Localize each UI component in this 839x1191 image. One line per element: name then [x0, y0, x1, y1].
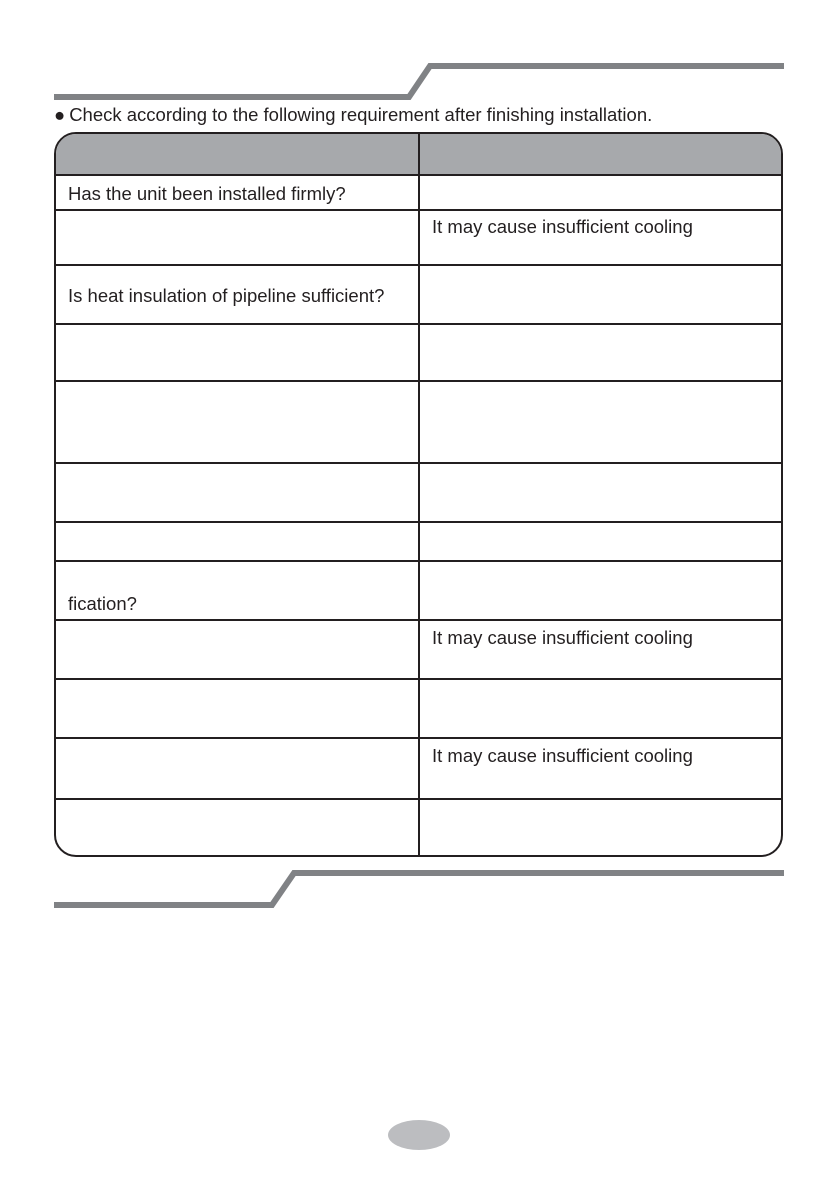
malfunction-cell: [432, 325, 778, 380]
malfunction-cell: It may cause insufficient cooling: [432, 627, 693, 648]
check-item-cell: [68, 325, 414, 380]
header-check-item: [68, 134, 414, 174]
check-item-cell: Has the unit been installed firmly?: [68, 183, 346, 204]
top-divider-line: [54, 66, 784, 97]
check-item-cell: [68, 621, 414, 678]
column-divider: [418, 134, 420, 855]
check-item-cell: [68, 523, 414, 560]
check-item-cell: Is heat insulation of pipeline sufficient?: [68, 285, 385, 306]
malfunction-cell: [432, 523, 778, 560]
malfunction-cell: It may cause insufficient cooling: [432, 216, 693, 237]
bullet-icon: ●: [54, 104, 66, 125]
check-item-cell: fication?: [68, 593, 137, 614]
malfunction-cell: It may cause insufficient cooling: [432, 745, 693, 766]
malfunction-cell: [432, 382, 778, 462]
check-item-cell: [68, 382, 414, 462]
header-possible-malfunction: [432, 134, 778, 174]
malfunction-cell: [432, 680, 778, 737]
malfunction-cell: [432, 176, 778, 209]
page-number-oval: [388, 1120, 450, 1150]
check-item-cell: [68, 739, 414, 798]
check-item-cell: [68, 211, 414, 264]
intro-instruction: [54, 104, 652, 126]
malfunction-cell: [432, 464, 778, 521]
malfunction-cell: [432, 800, 778, 857]
malfunction-cell: [432, 562, 778, 619]
malfunction-cell: [432, 266, 778, 323]
check-table: [54, 132, 783, 857]
intro-text: Check according to the following requirement after finishing installation.: [69, 104, 653, 125]
bottom-divider-line: [54, 873, 784, 905]
check-item-cell: [68, 680, 414, 737]
check-item-cell: [68, 464, 414, 521]
check-item-cell: [68, 800, 414, 857]
